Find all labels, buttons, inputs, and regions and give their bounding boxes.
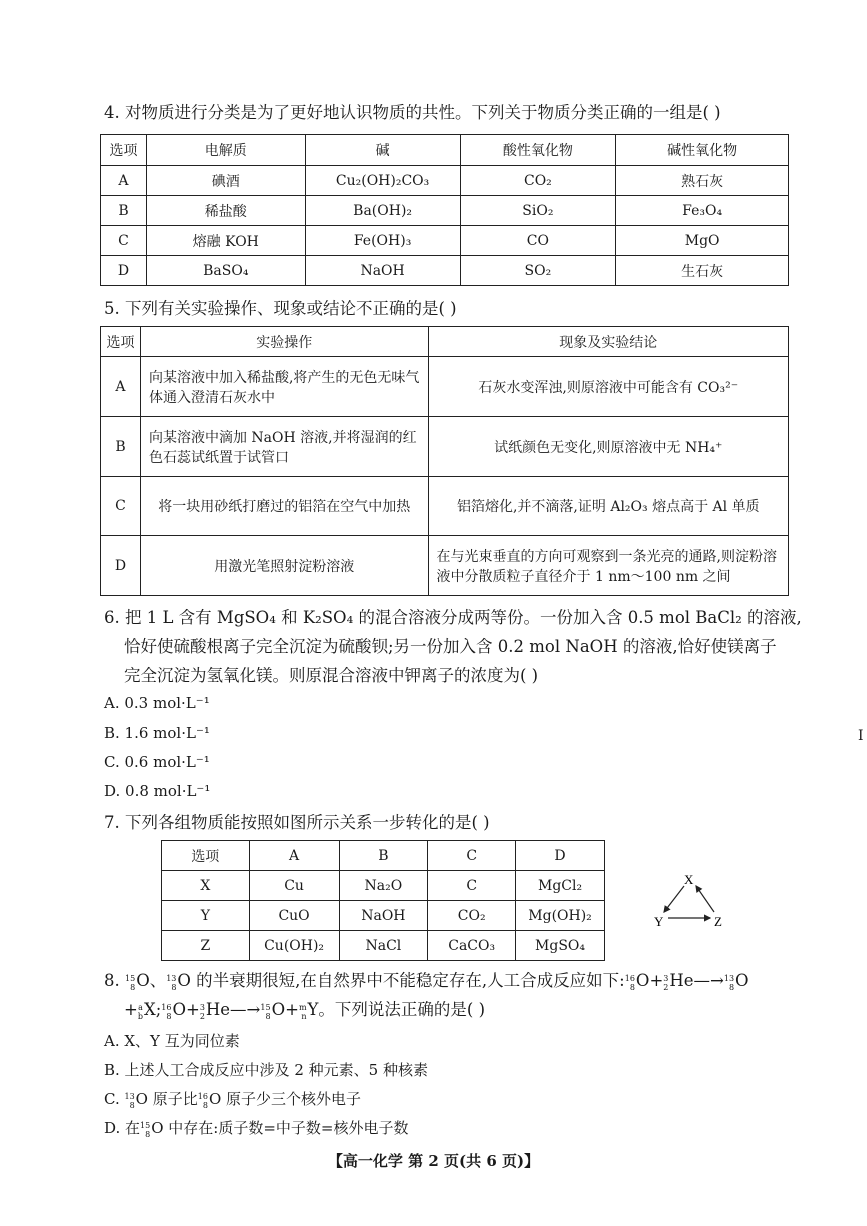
q4-cell: Fe₃O₄ (616, 196, 789, 226)
q6-line1: 6. 把 1 L 含有 MgSO₄ 和 K₂SO₄ 的混合溶液分成两等份。一份加入含 0.5 mol BaCl₂ 的溶液, (104, 608, 802, 627)
q5-cell: 在与光束垂直的方向可观察到一条光亮的通路,则淀粉溶液中分散质粒子直径介于 1 nm～100 nm 之间 (428, 536, 788, 596)
q5-stem: 5. 下列有关实验操作、现象或结论不正确的是( ) (104, 299, 457, 318)
q4-cell: 熟石灰 (616, 166, 789, 196)
isotope-y-notation: m n (298, 1003, 307, 1021)
q5-cell: C (101, 477, 141, 536)
q4-cell: SO₂ (460, 256, 616, 286)
q4-cell: B (101, 196, 147, 226)
isotope-o13-notation: 13 8 (124, 1092, 135, 1110)
q7-cell: CO₂ (428, 901, 516, 931)
q4-cell: 稀盐酸 (146, 196, 305, 226)
q5-header: 实验操作 (140, 327, 428, 357)
q4-cell: C (101, 226, 147, 256)
page-footer: 【高一化学 第 2 页(共 6 页)】 (327, 1152, 540, 1170)
q7-cell: CaCO₃ (428, 931, 516, 961)
q4-cell: CO₂ (460, 166, 616, 196)
q5-cell: 向某溶液中滴加 NaOH 溶液,并将湿润的红色石蕊试纸置于试管口 (140, 417, 428, 477)
edge-mark: I (858, 728, 864, 744)
q8-text: O+ (172, 1000, 200, 1019)
arrow-x-to-y (664, 886, 684, 912)
q5-header: 选项 (101, 327, 141, 357)
q8-number: 8. (104, 971, 125, 990)
q5-cell: 试纸颜色无变化,则原溶液中无 NH₄⁺ (428, 417, 788, 477)
q8-option-d: D. 在 15 8 O 中存在:质子数=中子数=核外电子数 (104, 1119, 409, 1139)
isotope-o16-notation: 16 8 (197, 1092, 208, 1110)
isotope-o16-notation: 16 8 (161, 1003, 172, 1021)
q7-stem: 7. 下列各组物质能按照如图所示关系一步转化的是( ) (104, 813, 490, 832)
q8-option-b: B. 上述人工合成反应中涉及 2 种元素、5 种核素 (104, 1061, 428, 1079)
q8-line2 (124, 995, 485, 1024)
isotope-o13-notation: 13 8 (723, 974, 735, 992)
q5-table (100, 326, 789, 596)
q7-cell: NaCl (339, 931, 428, 961)
q7-cell: X (162, 871, 250, 901)
q5-cell: 用激光笔照射淀粉溶液 (140, 536, 428, 596)
q8-text: O (735, 971, 749, 990)
q4-header: 碱性氧化物 (616, 135, 789, 166)
q4-table (100, 134, 789, 286)
diagram-y-label: Y (654, 914, 664, 929)
q7-cell: CuO (249, 901, 339, 931)
q7-header: B (339, 841, 428, 871)
q7-cell: C (428, 871, 516, 901)
q8-text: Y。下列说法正确的是( ) (307, 1000, 486, 1019)
q4-cell: Ba(OH)₂ (305, 196, 460, 226)
q8-option-c: C. 13 8 O 原子比 16 8 O 原子少三个核外电子 (104, 1090, 362, 1110)
isotope-o16-notation: 16 8 (624, 974, 635, 992)
q6-option-c: C. 0.6 mol·L⁻¹ (104, 753, 210, 771)
q5-cell: 石灰水变浑浊,则原溶液中可能含有 CO₃²⁻ (428, 357, 788, 417)
q4-cell: 生石灰 (616, 256, 789, 286)
q7-header: A (249, 841, 339, 871)
q6-option-d: D. 0.8 mol·L⁻¹ (104, 782, 211, 800)
xyz-cycle-diagram (648, 868, 728, 932)
isotope-o15-notation: 15 8 (140, 1121, 151, 1139)
q7-cell: Y (162, 901, 250, 931)
q5-cell: 将一块用砂纸打磨过的铝箔在空气中加热 (140, 477, 428, 536)
q8-text: He—→ (205, 1000, 261, 1019)
q8-option-a: A. X、Y 互为同位素 (104, 1032, 240, 1050)
q4-cell: NaOH (305, 256, 460, 286)
q4-cell: Cu₂(OH)₂CO₃ (305, 166, 460, 196)
q4-cell: 熔融 KOH (146, 226, 305, 256)
isotope-he3-notation: 3 2 (663, 974, 669, 992)
q7-table (161, 840, 605, 961)
q7-header: 选项 (162, 841, 250, 871)
arrow-z-to-x (696, 886, 714, 912)
q6-line3: 完全沉淀为氢氧化镁。则原混合溶液中钾离子的浓度为( ) (124, 666, 539, 685)
diagram-x-label: X (684, 872, 694, 887)
q8-text: O+ (271, 1000, 299, 1019)
q7-cell: Cu (249, 871, 339, 901)
q4-cell: Fe(OH)₃ (305, 226, 460, 256)
q4-header: 电解质 (146, 135, 305, 166)
q4-cell: CO (460, 226, 616, 256)
isotope-o15-notation: 15 8 (260, 1003, 271, 1021)
isotope-o13-notation: 13 8 (166, 974, 177, 992)
q8-text: X; (143, 1000, 162, 1019)
q5-cell: 铝箔熔化,并不滴落,证明 Al₂O₃ 熔点高于 Al 单质 (428, 477, 788, 536)
q8-text: O、 (136, 971, 167, 990)
q6-line2: 恰好使硫酸根离子完全沉淀为硫酸钡;另一份加入含 0.2 mol NaOH 的溶液,恰好使镁离子 (124, 637, 777, 656)
q5-cell: A (101, 357, 141, 417)
q7-cell: MgCl₂ (516, 871, 605, 901)
q7-cell: NaOH (339, 901, 428, 931)
q8-line1 (104, 966, 749, 995)
q4-cell: MgO (616, 226, 789, 256)
q5-cell: 向某溶液中加入稀盐酸,将产生的无色无味气体通入澄清石灰水中 (140, 357, 428, 417)
q7-header: D (516, 841, 605, 871)
q4-cell: BaSO₄ (146, 256, 305, 286)
q7-cell: Na₂O (339, 871, 428, 901)
q4-header: 碱 (305, 135, 460, 166)
q8-text: + (124, 1000, 138, 1019)
q7-cell: Cu(OH)₂ (249, 931, 339, 961)
q4-stem: 4. 对物质进行分类是为了更好地认识物质的共性。下列关于物质分类正确的一组是( ) (104, 103, 721, 122)
q7-cell: Z (162, 931, 250, 961)
isotope-o15-notation: 15 8 (125, 974, 136, 992)
diagram-z-label: Z (714, 914, 722, 929)
q5-cell: B (101, 417, 141, 477)
q7-cell: MgSO₄ (516, 931, 605, 961)
q4-header: 酸性氧化物 (460, 135, 616, 166)
q5-header: 现象及实验结论 (428, 327, 788, 357)
q6-option-b: B. 1.6 mol·L⁻¹ (104, 724, 210, 742)
q4-cell: A (101, 166, 147, 196)
q7-cell: Mg(OH)₂ (516, 901, 605, 931)
q6-option-a: A. 0.3 mol·L⁻¹ (104, 694, 210, 712)
q4-cell: 碘酒 (146, 166, 305, 196)
q5-cell: D (101, 536, 141, 596)
isotope-he3-notation: 3 2 (199, 1003, 205, 1021)
q8-text: He—→ (669, 971, 724, 990)
q7-header: C (428, 841, 516, 871)
q8-text: O 的半衰期很短,在自然界中不能稳定存在,人工合成反应如下: (177, 971, 625, 990)
q4-cell: SiO₂ (460, 196, 616, 226)
q4-cell: D (101, 256, 147, 286)
q4-header: 选项 (101, 135, 147, 166)
isotope-x-notation: a b (137, 1003, 143, 1021)
q8-text: O+ (635, 971, 664, 990)
